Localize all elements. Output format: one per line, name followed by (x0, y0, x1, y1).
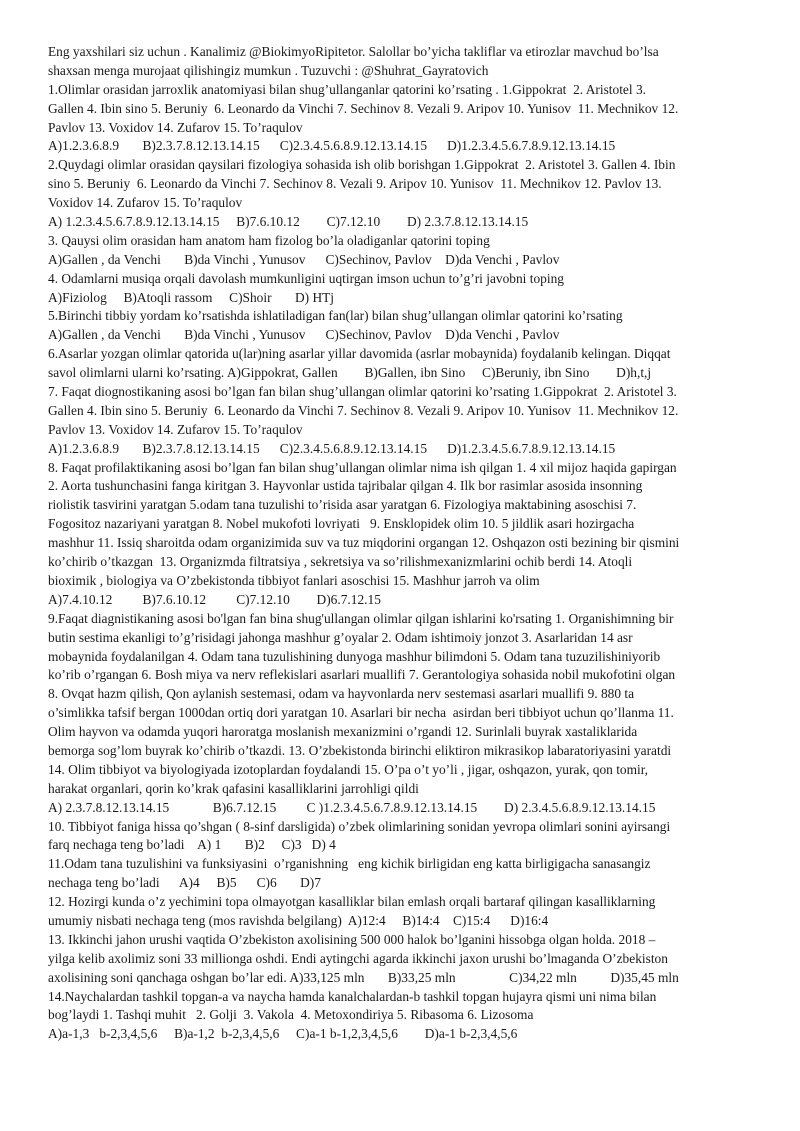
text-line: A)1.2.3.6.8.9 B)2.3.7.8.12.13.14.15 C)2.3.4.5.6.8.9.12.13.14.15 D)1.2.3.4.5.6.7.8.9.12.13.14.15 (48, 138, 616, 154)
text-line: mashhur 11. Issiq sharoitda odam organizimida suv va tuz miqdorini organgan 12. Oshqazon osti bezining bir qismini (48, 535, 680, 551)
text-line: A) 1.2.3.4.5.6.7.8.9.12.13.14.15 B)7.6.10.12 C)7.12.10 D) 2.3.7.8.12.13.14.15 (48, 214, 529, 230)
text-line: ko’rib o’rgangan 6. Bosh miya va nerv reflekislari asarlari muallifi 7. Gerantologiya sohasida nobil mukofotini olgan (48, 667, 676, 683)
text-line: harakat organlari, qorin ko’krak qafasini kasalliklarini jarrohligi qildi (48, 780, 419, 796)
text-line: 14. Olim tibbiyot va biyologiyada izotoplardan foydalandi 15. O’pa o’t yo’li , jigar, oshqazon, yurak, qon tomir, (48, 761, 649, 777)
text-line: 8. Ovqat hazm qilish, Qon aylanish sestemasi, odam va hayvonlarda nerv sestemasi asarlari muallifi 9. 880 ta (48, 686, 635, 702)
text-line: Eng yaxshilari siz uchun . Kanalimiz @BiokimyoRipitetor. Salollar bo’yicha takliflar va etirozlar mavchud bo’lsa (48, 44, 659, 59)
text-line: riolistik tasvirini yaratgan 5.odam tana tuzulishi to’risida asar yaratgan 6. Fizologiya maktabining asoschisi 7. (48, 497, 637, 513)
text-line: Pavlov 13. Voxidov 14. Zufarov 15. To’raqulov (48, 119, 303, 135)
text-line: 2. Aorta tushunchasini fanga kiritgan 3. Hayvonlar ustida tajribalar qilgan 4. Ilk bor rasimlar asosida insonning (48, 478, 643, 494)
text-line: savol olimlarni ularni ko’rsating. A)Gippokrat, Gallen B)Gallen, ibn Sino C)Beruniy, ibn Sino D)h,t,j (48, 365, 652, 381)
text-line: axolisining soni qanchaga oshgan bo’lar edi. A)33,125 mln B)33,25 mln C)34,22 mln D)35,45 mln (48, 969, 679, 985)
text-line: 10. Tibbiyot faniga hissa qo’shgan ( 8-sinf darsligida) o’zbek olimlarining sonidan yevropa olimlari sonini ayirsangi (48, 818, 671, 834)
text-line: Voxidov 14. Zufarov 15. To’raqulov (48, 195, 243, 211)
text-line: Olim hayvon va odamda yuqori haroratga moslanish mexanizmini o’rgandi 12. Surinlali buyrak xastaliklarida (48, 724, 638, 740)
text-line: 11.Odam tana tuzulishini va funksiyasini o’rganishning eng kichik birligidan eng katta birligigacha sanasangiz (48, 856, 651, 872)
text-line: A)a-1,3 b-2,3,4,5,6 B)a-1,2 b-2,3,4,5,6 C)a-1 b-1,2,3,4,5,6 D)a-1 b-2,3,4,5,6 (48, 1026, 518, 1042)
text-line: A)Gallen , da Venchi B)da Vinchi , Yunusov C)Sechinov, Pavlov D)da Venchi , Pavlov (48, 327, 560, 343)
text-line: 5.Birinchi tibbiy yordam ko’rsatishda ishlatiladigan fan(lar) bilan shug’ullangan olimlar qatorini ko’rsating (48, 308, 623, 324)
text-line: A)Gallen , da Venchi B)da Vinchi , Yunusov C)Sechinov, Pavlov D)da Venchi , Pavlov (48, 251, 560, 267)
text-line: Gallen 4. Ibin sino 5. Beruniy 6. Leonardo da Vinchi 7. Sechinov 8. Vezali 9. Aripov 10. Yunisov 11. Mechnikov 12. (48, 402, 679, 418)
text-line: 12. Hozirgi kunda o’z yechimini topa olmayotgan kasalliklar bilan emlash orqali bartaraf qilingan kasalliklarning (48, 894, 656, 910)
text-line: Fogositoz nazariyani yaratgan 8. Nobel mukofoti lovriyati 9. Ensklopidek olim 10. 5 jildlik asari hozirgacha (48, 516, 635, 532)
text-line: umumiy nisbati nechaga teng (mos ravishda belgilang) A)12:4 B)14:4 C)15:4 D)16:4 (48, 912, 549, 928)
text-line: sino 5. Beruniy 6. Leonardo da Vinchi 7. Sechinov 8. Vezali 9. Aripov 10. Yunisov 11. Mechnikov 12. Pavlov 13. (48, 176, 662, 192)
text-line: bioximik , biologiya va O’zbekistonda tibbiyot fanlari asoschisi 15. Mashhur jarroh va olim (48, 572, 540, 588)
text-line: butin sestima ekanligi to’g’risidagi jahonga mashhur g’oyalar 2. Odam ishtimoiy jonzot 3. Asarlaridan 14 asr (48, 629, 633, 645)
text-line: A)Fiziolog B)Atoqli rassom C)Shoir D) HTj (48, 289, 335, 305)
text-line: 9.Faqat diagnistikaning asosi bo'lgan fan bina shug'ullangan olimlar qilgan ishlarini ko'rsating 1. Organishimning bir (48, 610, 674, 626)
text-line: A)7.4.10.12 B)7.6.10.12 C)7.12.10 D)6.7.12.15 (48, 591, 381, 607)
text-line: Gallen 4. Ibin sino 5. Beruniy 6. Leonardo da Vinchi 7. Sechinov 8. Vezali 9. Aripov 10. Yunisov 11. Mechnikov 12. (48, 100, 679, 116)
text-line: A) 2.3.7.8.12.13.14.15 B)6.7.12.15 C )1.2.3.4.5.6.7.8.9.12.13.14.15 D) 2.3.4.5.6.8.9.12.13.14.15 (48, 799, 656, 815)
text-line: shaxsan menga murojaat qilishingiz mumkun . Tuzuvchi : @Shuhrat_Gayratovich (48, 62, 489, 78)
text-line: 14.Naychalardan tashkil topgan-a va naycha hamda kanalchalardan-b tashkil topgan hujayra qismi uni nima bilan (48, 988, 657, 1004)
text-line: A)1.2.3.6.8.9 B)2.3.7.8.12.13.14.15 C)2.3.4.5.6.8.9.12.13.14.15 D)1.2.3.4.5.6.7.8.9.12.13.14.15 (48, 440, 616, 456)
text-line: 7. Faqat diognostikaning asosi bo’lgan fan bilan shug’ullangan olimlar qatorini ko’rsating 1.Gippokrat 2. Aristotel 3. (48, 384, 677, 400)
text-line: 8. Faqat profilaktikaning asosi bo’lgan fan bilan shug’ullangan olimlar nima ish qilgan 1. 4 xil mijoz haqida gapirgan (48, 459, 677, 475)
text-line: mobaynida foydalanilgan 4. Odam tana tuzulishining dunyoga mashhur bilimdoni 5. Odam tana tuzuzilishiniyorib (48, 648, 661, 664)
text-line: nechaga teng bo’ladi A)4 B)5 C)6 D)7 (48, 875, 321, 891)
text-line: Pavlov 13. Voxidov 14. Zufarov 15. To’raqulov (48, 421, 303, 437)
text-line: 3. Qauysi olim orasidan ham anatom ham fizolog bo’la oladiganlar qatorini toping (48, 232, 490, 248)
text-line: 2.Quydagi olimlar orasidan qaysilari fizologiya sohasida ish olib borishgan 1.Gippokrat 2. Aristotel 3. Gallen 4. Ibin (48, 157, 676, 173)
text-line: 13. Ikkinchi jahon urushi vaqtida O’zbekiston axolisining 500 000 halok bo’lganini hissobga olgan holda. 2018 – (48, 931, 656, 947)
text-line: 4. Odamlarni musiqa orqali davolash mumkunligini uqtirgan imson uchun to’g’ri javobni toping (48, 270, 564, 286)
text-line: bog’laydi 1. Tashqi muhit 2. Golji 3. Vakola 4. Metoxondiriya 5. Ribasoma 6. Lizosoma (48, 1007, 534, 1023)
text-line: o’simlikka tafsif bergan 1000dan ortiq dori yaratgan 10. Asarlari bir necha asirdan beri tibbiyot uchun qo’llanma 11. (48, 705, 674, 721)
text-line: bemorga sog’lom buyrak ko’chirib o’tkazdi. 13. O’zbekistonda birinchi eliktiron mikrasikop labaratoriyasini yaratdi (48, 742, 672, 758)
text-line: yilga kelib axolimiz soni 33 millionga oshdi. Endi aytingchi agarda ikkinchi jaxon urushi bo’lmaganda O’zbekiston (48, 950, 668, 966)
text-line: ko’chirib o’tkazgan 13. Organizmda filtratsiya , sekretsiya va so’rilishmexanizmlarini ochib berdi 14. Atoqli (48, 554, 633, 570)
text-line: 6.Asarlar yozgan olimlar qatorida u(lar)ning asarlar yillar davomida (asrlar mobaynida) foydalanib kelingan. Diqqat (48, 346, 671, 362)
text-line: 1.Olimlar orasidan jarroxlik anatomiyasi bilan shug’ullanganlar qatorini ko’rsating . 1.Gippokrat 2. Aristotel 3. (48, 81, 646, 97)
text-line: farq nechaga teng bo’ladi A) 1 B)2 C)3 D) 4 (48, 837, 336, 853)
